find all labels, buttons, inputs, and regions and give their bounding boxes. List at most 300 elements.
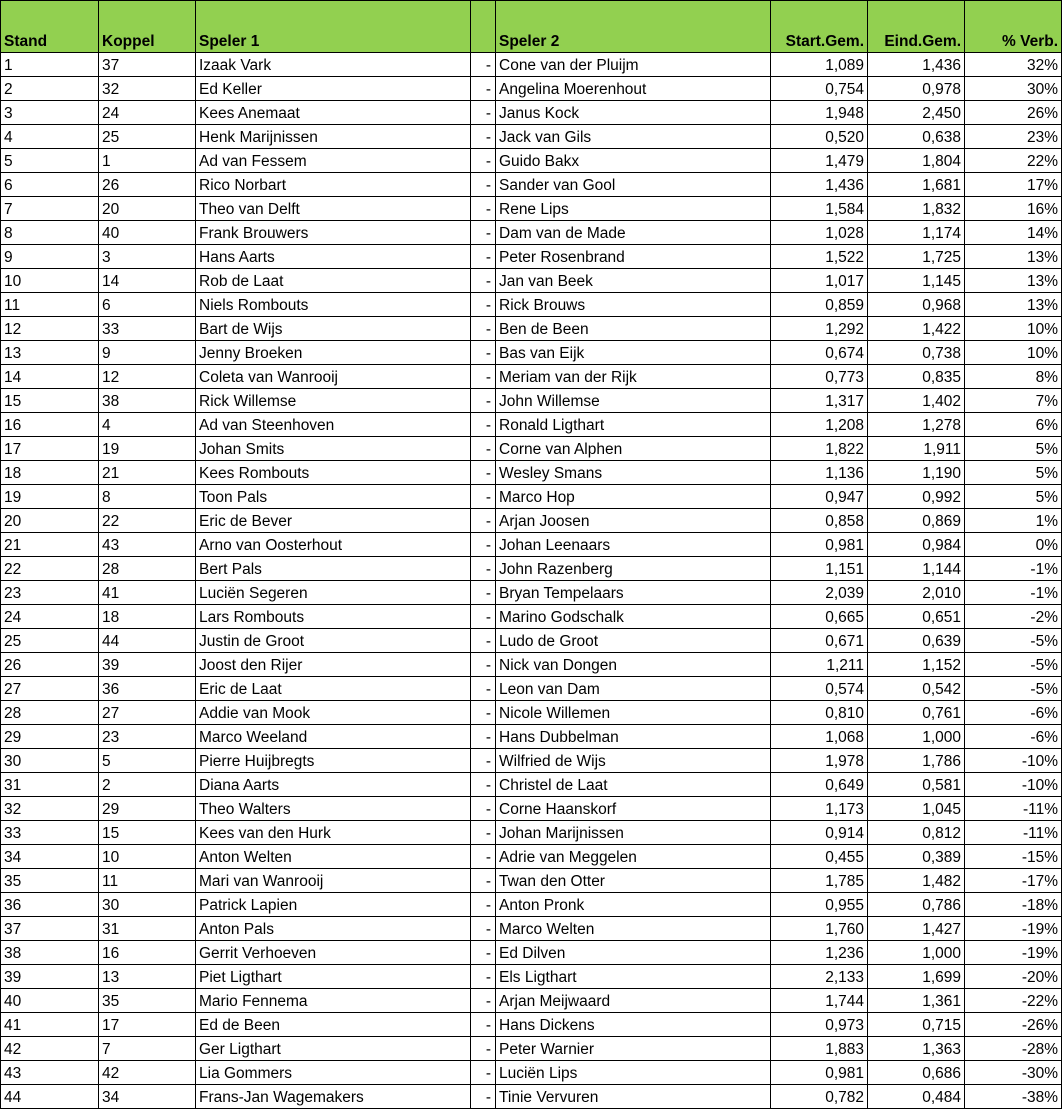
cell-separator[interactable]: - (471, 245, 496, 269)
cell-speler-1[interactable]: Kees van den Hurk (196, 821, 471, 845)
cell-koppel[interactable]: 44 (99, 629, 196, 653)
cell-start-gem[interactable]: 1,948 (771, 101, 868, 125)
cell-pct-verb[interactable]: 23% (965, 125, 1062, 149)
cell-koppel[interactable]: 38 (99, 389, 196, 413)
cell-speler-2[interactable]: Peter Rosenbrand (496, 245, 771, 269)
cell-speler-2[interactable]: Adrie van Meggelen (496, 845, 771, 869)
cell-separator[interactable]: - (471, 941, 496, 965)
cell-separator[interactable]: - (471, 413, 496, 437)
header-stand[interactable]: Stand (1, 1, 99, 53)
cell-speler-1[interactable]: Johan Smits (196, 437, 471, 461)
cell-separator[interactable]: - (471, 533, 496, 557)
cell-speler-1[interactable]: Ger Ligthart (196, 1037, 471, 1061)
cell-start-gem[interactable]: 1,017 (771, 269, 868, 293)
cell-separator[interactable]: - (471, 893, 496, 917)
cell-koppel[interactable]: 3 (99, 245, 196, 269)
cell-eind-gem[interactable]: 0,638 (868, 125, 965, 149)
cell-koppel[interactable]: 28 (99, 557, 196, 581)
cell-speler-1[interactable]: Ad van Steenhoven (196, 413, 471, 437)
cell-pct-verb[interactable]: -10% (965, 773, 1062, 797)
cell-koppel[interactable]: 41 (99, 581, 196, 605)
cell-stand[interactable]: 29 (1, 725, 99, 749)
cell-koppel[interactable]: 35 (99, 989, 196, 1013)
cell-eind-gem[interactable]: 1,427 (868, 917, 965, 941)
cell-stand[interactable]: 14 (1, 365, 99, 389)
cell-speler-1[interactable]: Bart de Wijs (196, 317, 471, 341)
cell-speler-1[interactable]: Arno van Oosterhout (196, 533, 471, 557)
cell-stand[interactable]: 38 (1, 941, 99, 965)
header-separator[interactable] (471, 1, 496, 53)
cell-pct-verb[interactable]: 6% (965, 413, 1062, 437)
cell-stand[interactable]: 37 (1, 917, 99, 941)
cell-stand[interactable]: 18 (1, 461, 99, 485)
cell-pct-verb[interactable]: 16% (965, 197, 1062, 221)
cell-eind-gem[interactable]: 0,968 (868, 293, 965, 317)
cell-start-gem[interactable]: 0,782 (771, 1085, 868, 1109)
cell-stand[interactable]: 13 (1, 341, 99, 365)
cell-start-gem[interactable]: 2,133 (771, 965, 868, 989)
header-speler-2[interactable]: Speler 2 (496, 1, 771, 53)
cell-start-gem[interactable]: 1,211 (771, 653, 868, 677)
cell-separator[interactable]: - (471, 653, 496, 677)
cell-eind-gem[interactable]: 0,639 (868, 629, 965, 653)
cell-speler-1[interactable]: Rick Willemse (196, 389, 471, 413)
cell-eind-gem[interactable]: 0,581 (868, 773, 965, 797)
cell-separator[interactable]: - (471, 605, 496, 629)
cell-eind-gem[interactable]: 0,484 (868, 1085, 965, 1109)
cell-start-gem[interactable]: 0,947 (771, 485, 868, 509)
cell-separator[interactable]: - (471, 461, 496, 485)
cell-pct-verb[interactable]: 5% (965, 461, 1062, 485)
cell-separator[interactable]: - (471, 437, 496, 461)
cell-separator[interactable]: - (471, 389, 496, 413)
cell-start-gem[interactable]: 0,858 (771, 509, 868, 533)
cell-pct-verb[interactable]: -22% (965, 989, 1062, 1013)
header-speler-1[interactable]: Speler 1 (196, 1, 471, 53)
cell-koppel[interactable]: 7 (99, 1037, 196, 1061)
cell-start-gem[interactable]: 1,978 (771, 749, 868, 773)
cell-eind-gem[interactable]: 1,699 (868, 965, 965, 989)
cell-separator[interactable]: - (471, 725, 496, 749)
cell-pct-verb[interactable]: 13% (965, 293, 1062, 317)
cell-start-gem[interactable]: 0,981 (771, 1061, 868, 1085)
cell-separator[interactable]: - (471, 677, 496, 701)
cell-pct-verb[interactable]: -1% (965, 557, 1062, 581)
cell-start-gem[interactable]: 0,455 (771, 845, 868, 869)
cell-stand[interactable]: 39 (1, 965, 99, 989)
cell-speler-2[interactable]: Tinie Vervuren (496, 1085, 771, 1109)
cell-pct-verb[interactable]: 5% (965, 485, 1062, 509)
cell-stand[interactable]: 43 (1, 1061, 99, 1085)
cell-eind-gem[interactable]: 0,542 (868, 677, 965, 701)
cell-speler-1[interactable]: Rob de Laat (196, 269, 471, 293)
cell-eind-gem[interactable]: 1,145 (868, 269, 965, 293)
cell-speler-1[interactable]: Ed de Been (196, 1013, 471, 1037)
cell-speler-2[interactable]: Leon van Dam (496, 677, 771, 701)
cell-speler-2[interactable]: Angelina Moerenhout (496, 77, 771, 101)
cell-pct-verb[interactable]: -38% (965, 1085, 1062, 1109)
cell-eind-gem[interactable]: 1,725 (868, 245, 965, 269)
cell-separator[interactable]: - (471, 629, 496, 653)
cell-stand[interactable]: 5 (1, 149, 99, 173)
cell-start-gem[interactable]: 0,981 (771, 533, 868, 557)
cell-separator[interactable]: - (471, 845, 496, 869)
cell-eind-gem[interactable]: 1,144 (868, 557, 965, 581)
cell-separator[interactable]: - (471, 53, 496, 77)
cell-speler-1[interactable]: Theo Walters (196, 797, 471, 821)
cell-eind-gem[interactable]: 0,786 (868, 893, 965, 917)
cell-separator[interactable]: - (471, 173, 496, 197)
cell-speler-1[interactable]: Hans Aarts (196, 245, 471, 269)
cell-stand[interactable]: 42 (1, 1037, 99, 1061)
cell-pct-verb[interactable]: -19% (965, 941, 1062, 965)
cell-start-gem[interactable]: 0,649 (771, 773, 868, 797)
cell-pct-verb[interactable]: 32% (965, 53, 1062, 77)
cell-pct-verb[interactable]: 14% (965, 221, 1062, 245)
cell-stand[interactable]: 32 (1, 797, 99, 821)
cell-speler-1[interactable]: Marco Weeland (196, 725, 471, 749)
cell-koppel[interactable]: 17 (99, 1013, 196, 1037)
cell-start-gem[interactable]: 1,479 (771, 149, 868, 173)
cell-stand[interactable]: 1 (1, 53, 99, 77)
cell-eind-gem[interactable]: 0,389 (868, 845, 965, 869)
cell-start-gem[interactable]: 0,810 (771, 701, 868, 725)
cell-koppel[interactable]: 25 (99, 125, 196, 149)
cell-speler-1[interactable]: Ad van Fessem (196, 149, 471, 173)
cell-speler-1[interactable]: Diana Aarts (196, 773, 471, 797)
cell-start-gem[interactable]: 0,574 (771, 677, 868, 701)
cell-eind-gem[interactable]: 1,000 (868, 941, 965, 965)
cell-eind-gem[interactable]: 1,152 (868, 653, 965, 677)
cell-speler-2[interactable]: John Razenberg (496, 557, 771, 581)
cell-speler-2[interactable]: Marco Hop (496, 485, 771, 509)
cell-eind-gem[interactable]: 1,422 (868, 317, 965, 341)
cell-speler-2[interactable]: Rick Brouws (496, 293, 771, 317)
cell-speler-1[interactable]: Lia Gommers (196, 1061, 471, 1085)
cell-eind-gem[interactable]: 0,686 (868, 1061, 965, 1085)
cell-pct-verb[interactable]: 17% (965, 173, 1062, 197)
cell-speler-1[interactable]: Izaak Vark (196, 53, 471, 77)
cell-separator[interactable]: - (471, 221, 496, 245)
cell-speler-1[interactable]: Coleta van Wanrooij (196, 365, 471, 389)
cell-speler-1[interactable]: Piet Ligthart (196, 965, 471, 989)
cell-pct-verb[interactable]: 26% (965, 101, 1062, 125)
cell-eind-gem[interactable]: 1,804 (868, 149, 965, 173)
cell-stand[interactable]: 25 (1, 629, 99, 653)
cell-eind-gem[interactable]: 1,000 (868, 725, 965, 749)
cell-speler-2[interactable]: Marino Godschalk (496, 605, 771, 629)
cell-start-gem[interactable]: 1,136 (771, 461, 868, 485)
cell-pct-verb[interactable]: -28% (965, 1037, 1062, 1061)
cell-koppel[interactable]: 40 (99, 221, 196, 245)
cell-eind-gem[interactable]: 0,984 (868, 533, 965, 557)
cell-eind-gem[interactable]: 0,869 (868, 509, 965, 533)
cell-pct-verb[interactable]: 8% (965, 365, 1062, 389)
cell-speler-1[interactable]: Eric de Bever (196, 509, 471, 533)
cell-start-gem[interactable]: 1,822 (771, 437, 868, 461)
cell-eind-gem[interactable]: 0,715 (868, 1013, 965, 1037)
cell-stand[interactable]: 23 (1, 581, 99, 605)
header-start-gem[interactable]: Start.Gem. (771, 1, 868, 53)
cell-eind-gem[interactable]: 1,402 (868, 389, 965, 413)
cell-speler-2[interactable]: Janus Kock (496, 101, 771, 125)
cell-koppel[interactable]: 15 (99, 821, 196, 845)
cell-stand[interactable]: 33 (1, 821, 99, 845)
cell-pct-verb[interactable]: -1% (965, 581, 1062, 605)
cell-start-gem[interactable]: 1,208 (771, 413, 868, 437)
cell-koppel[interactable]: 11 (99, 869, 196, 893)
cell-stand[interactable]: 19 (1, 485, 99, 509)
cell-pct-verb[interactable]: 10% (965, 341, 1062, 365)
cell-speler-2[interactable]: Ben de Been (496, 317, 771, 341)
cell-speler-2[interactable]: Bas van Eijk (496, 341, 771, 365)
cell-speler-1[interactable]: Mari van Wanrooij (196, 869, 471, 893)
cell-eind-gem[interactable]: 1,045 (868, 797, 965, 821)
cell-koppel[interactable]: 24 (99, 101, 196, 125)
cell-start-gem[interactable]: 1,436 (771, 173, 868, 197)
cell-koppel[interactable]: 21 (99, 461, 196, 485)
cell-eind-gem[interactable]: 1,436 (868, 53, 965, 77)
cell-stand[interactable]: 4 (1, 125, 99, 149)
cell-eind-gem[interactable]: 1,681 (868, 173, 965, 197)
cell-koppel[interactable]: 27 (99, 701, 196, 725)
cell-speler-1[interactable]: Toon Pals (196, 485, 471, 509)
cell-start-gem[interactable]: 0,973 (771, 1013, 868, 1037)
cell-koppel[interactable]: 36 (99, 677, 196, 701)
cell-pct-verb[interactable]: -2% (965, 605, 1062, 629)
cell-stand[interactable]: 3 (1, 101, 99, 125)
cell-koppel[interactable]: 26 (99, 173, 196, 197)
cell-speler-1[interactable]: Mario Fennema (196, 989, 471, 1013)
cell-speler-2[interactable]: Meriam van der Rijk (496, 365, 771, 389)
cell-eind-gem[interactable]: 0,812 (868, 821, 965, 845)
cell-separator[interactable]: - (471, 821, 496, 845)
cell-pct-verb[interactable]: -5% (965, 653, 1062, 677)
cell-speler-1[interactable]: Anton Welten (196, 845, 471, 869)
cell-koppel[interactable]: 30 (99, 893, 196, 917)
cell-start-gem[interactable]: 1,236 (771, 941, 868, 965)
cell-eind-gem[interactable]: 0,651 (868, 605, 965, 629)
cell-speler-2[interactable]: Arjan Joosen (496, 509, 771, 533)
cell-speler-1[interactable]: Kees Anemaat (196, 101, 471, 125)
cell-start-gem[interactable]: 0,773 (771, 365, 868, 389)
cell-separator[interactable]: - (471, 557, 496, 581)
cell-pct-verb[interactable]: -6% (965, 725, 1062, 749)
cell-speler-1[interactable]: Pierre Huijbregts (196, 749, 471, 773)
cell-stand[interactable]: 35 (1, 869, 99, 893)
cell-start-gem[interactable]: 1,522 (771, 245, 868, 269)
cell-speler-1[interactable]: Anton Pals (196, 917, 471, 941)
cell-pct-verb[interactable]: -18% (965, 893, 1062, 917)
cell-koppel[interactable]: 43 (99, 533, 196, 557)
cell-separator[interactable]: - (471, 917, 496, 941)
cell-koppel[interactable]: 37 (99, 53, 196, 77)
cell-separator[interactable]: - (471, 581, 496, 605)
cell-koppel[interactable]: 22 (99, 509, 196, 533)
cell-speler-2[interactable]: Guido Bakx (496, 149, 771, 173)
cell-speler-2[interactable]: Els Ligthart (496, 965, 771, 989)
cell-speler-1[interactable]: Jenny Broeken (196, 341, 471, 365)
cell-koppel[interactable]: 4 (99, 413, 196, 437)
cell-pct-verb[interactable]: -11% (965, 821, 1062, 845)
cell-start-gem[interactable]: 0,520 (771, 125, 868, 149)
cell-stand[interactable]: 20 (1, 509, 99, 533)
cell-stand[interactable]: 9 (1, 245, 99, 269)
cell-eind-gem[interactable]: 2,010 (868, 581, 965, 605)
cell-eind-gem[interactable]: 1,174 (868, 221, 965, 245)
cell-speler-2[interactable]: Wilfried de Wijs (496, 749, 771, 773)
cell-stand[interactable]: 17 (1, 437, 99, 461)
cell-koppel[interactable]: 39 (99, 653, 196, 677)
cell-start-gem[interactable]: 0,665 (771, 605, 868, 629)
cell-speler-2[interactable]: Christel de Laat (496, 773, 771, 797)
cell-speler-2[interactable]: Luciën Lips (496, 1061, 771, 1085)
cell-eind-gem[interactable]: 1,278 (868, 413, 965, 437)
cell-separator[interactable]: - (471, 965, 496, 989)
cell-speler-1[interactable]: Frank Brouwers (196, 221, 471, 245)
cell-speler-2[interactable]: Arjan Meijwaard (496, 989, 771, 1013)
cell-pct-verb[interactable]: -20% (965, 965, 1062, 989)
cell-eind-gem[interactable]: 1,361 (868, 989, 965, 1013)
cell-koppel[interactable]: 10 (99, 845, 196, 869)
cell-separator[interactable]: - (471, 101, 496, 125)
cell-start-gem[interactable]: 1,760 (771, 917, 868, 941)
cell-koppel[interactable]: 29 (99, 797, 196, 821)
cell-pct-verb[interactable]: -10% (965, 749, 1062, 773)
cell-separator[interactable]: - (471, 365, 496, 389)
cell-koppel[interactable]: 23 (99, 725, 196, 749)
cell-eind-gem[interactable]: 1,911 (868, 437, 965, 461)
cell-stand[interactable]: 6 (1, 173, 99, 197)
cell-start-gem[interactable]: 1,883 (771, 1037, 868, 1061)
cell-koppel[interactable]: 32 (99, 77, 196, 101)
cell-koppel[interactable]: 5 (99, 749, 196, 773)
cell-stand[interactable]: 40 (1, 989, 99, 1013)
cell-speler-2[interactable]: Ronald Ligthart (496, 413, 771, 437)
cell-start-gem[interactable]: 0,671 (771, 629, 868, 653)
cell-start-gem[interactable]: 1,584 (771, 197, 868, 221)
cell-speler-1[interactable]: Frans-Jan Wagemakers (196, 1085, 471, 1109)
cell-separator[interactable]: - (471, 1037, 496, 1061)
cell-separator[interactable]: - (471, 77, 496, 101)
cell-start-gem[interactable]: 0,955 (771, 893, 868, 917)
cell-stand[interactable]: 31 (1, 773, 99, 797)
header-pct-verb[interactable]: % Verb. (965, 1, 1062, 53)
cell-speler-2[interactable]: Jan van Beek (496, 269, 771, 293)
cell-separator[interactable]: - (471, 125, 496, 149)
cell-separator[interactable]: - (471, 797, 496, 821)
cell-separator[interactable]: - (471, 341, 496, 365)
cell-speler-1[interactable]: Lars Rombouts (196, 605, 471, 629)
cell-eind-gem[interactable]: 1,482 (868, 869, 965, 893)
cell-start-gem[interactable]: 0,674 (771, 341, 868, 365)
cell-speler-1[interactable]: Ed Keller (196, 77, 471, 101)
cell-start-gem[interactable]: 1,068 (771, 725, 868, 749)
cell-speler-2[interactable]: Nicole Willemen (496, 701, 771, 725)
cell-stand[interactable]: 34 (1, 845, 99, 869)
cell-speler-1[interactable]: Joost den Rijer (196, 653, 471, 677)
cell-eind-gem[interactable]: 0,835 (868, 365, 965, 389)
cell-separator[interactable]: - (471, 293, 496, 317)
cell-speler-1[interactable]: Eric de Laat (196, 677, 471, 701)
cell-koppel[interactable]: 1 (99, 149, 196, 173)
cell-pct-verb[interactable]: -5% (965, 677, 1062, 701)
cell-pct-verb[interactable]: -17% (965, 869, 1062, 893)
cell-koppel[interactable]: 19 (99, 437, 196, 461)
cell-speler-2[interactable]: Corne Haanskorf (496, 797, 771, 821)
cell-speler-2[interactable]: Peter Warnier (496, 1037, 771, 1061)
cell-koppel[interactable]: 13 (99, 965, 196, 989)
cell-start-gem[interactable]: 1,028 (771, 221, 868, 245)
cell-start-gem[interactable]: 1,151 (771, 557, 868, 581)
cell-start-gem[interactable]: 0,859 (771, 293, 868, 317)
cell-eind-gem[interactable]: 1,832 (868, 197, 965, 221)
cell-separator[interactable]: - (471, 1061, 496, 1085)
cell-pct-verb[interactable]: -15% (965, 845, 1062, 869)
cell-speler-2[interactable]: Hans Dickens (496, 1013, 771, 1037)
cell-stand[interactable]: 24 (1, 605, 99, 629)
cell-koppel[interactable]: 42 (99, 1061, 196, 1085)
cell-separator[interactable]: - (471, 317, 496, 341)
cell-pct-verb[interactable]: -6% (965, 701, 1062, 725)
cell-stand[interactable]: 12 (1, 317, 99, 341)
cell-stand[interactable]: 2 (1, 77, 99, 101)
cell-stand[interactable]: 44 (1, 1085, 99, 1109)
cell-separator[interactable]: - (471, 1013, 496, 1037)
cell-koppel[interactable]: 14 (99, 269, 196, 293)
cell-speler-1[interactable]: Addie van Mook (196, 701, 471, 725)
cell-stand[interactable]: 22 (1, 557, 99, 581)
cell-eind-gem[interactable]: 0,992 (868, 485, 965, 509)
cell-speler-2[interactable]: Nick van Dongen (496, 653, 771, 677)
cell-pct-verb[interactable]: 1% (965, 509, 1062, 533)
cell-eind-gem[interactable]: 2,450 (868, 101, 965, 125)
cell-separator[interactable]: - (471, 749, 496, 773)
cell-speler-2[interactable]: John Willemse (496, 389, 771, 413)
cell-pct-verb[interactable]: 13% (965, 245, 1062, 269)
cell-speler-1[interactable]: Henk Marijnissen (196, 125, 471, 149)
header-eind-gem[interactable]: Eind.Gem. (868, 1, 965, 53)
cell-separator[interactable]: - (471, 1085, 496, 1109)
cell-start-gem[interactable]: 2,039 (771, 581, 868, 605)
cell-start-gem[interactable]: 0,914 (771, 821, 868, 845)
cell-speler-2[interactable]: Cone van der Pluijm (496, 53, 771, 77)
cell-pct-verb[interactable]: -19% (965, 917, 1062, 941)
cell-speler-1[interactable]: Patrick Lapien (196, 893, 471, 917)
cell-speler-1[interactable]: Bert Pals (196, 557, 471, 581)
cell-stand[interactable]: 30 (1, 749, 99, 773)
cell-speler-1[interactable]: Theo van Delft (196, 197, 471, 221)
cell-speler-1[interactable]: Rico Norbart (196, 173, 471, 197)
cell-stand[interactable]: 26 (1, 653, 99, 677)
cell-stand[interactable]: 28 (1, 701, 99, 725)
cell-koppel[interactable]: 2 (99, 773, 196, 797)
cell-speler-2[interactable]: Anton Pronk (496, 893, 771, 917)
cell-eind-gem[interactable]: 1,786 (868, 749, 965, 773)
cell-stand[interactable]: 8 (1, 221, 99, 245)
cell-start-gem[interactable]: 1,785 (771, 869, 868, 893)
cell-pct-verb[interactable]: 7% (965, 389, 1062, 413)
cell-separator[interactable]: - (471, 773, 496, 797)
cell-speler-2[interactable]: Jack van Gils (496, 125, 771, 149)
cell-start-gem[interactable]: 1,744 (771, 989, 868, 1013)
cell-speler-2[interactable]: Corne van Alphen (496, 437, 771, 461)
cell-start-gem[interactable]: 1,317 (771, 389, 868, 413)
cell-start-gem[interactable]: 0,754 (771, 77, 868, 101)
cell-speler-1[interactable]: Kees Rombouts (196, 461, 471, 485)
cell-koppel[interactable]: 8 (99, 485, 196, 509)
cell-stand[interactable]: 36 (1, 893, 99, 917)
